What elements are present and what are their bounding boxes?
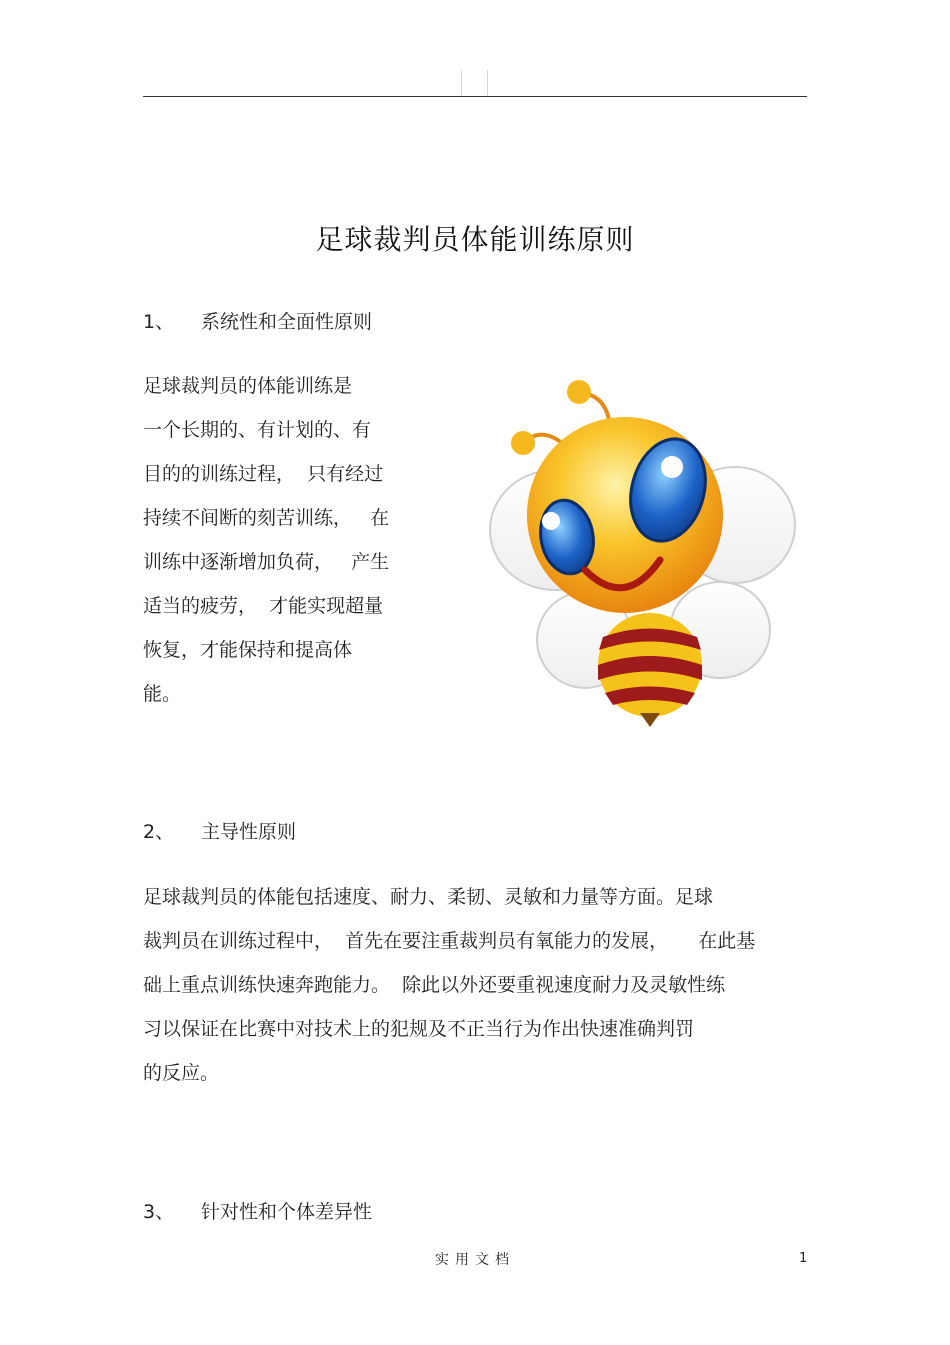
paragraph-line: 训练中逐渐增加负荷， 产生 (143, 551, 390, 573)
paragraph-line: 足球裁判员的体能包括速度、耐力、柔韧、灵敏和力量等方面。足球 (143, 886, 714, 908)
page-number: 1 (799, 1251, 808, 1266)
section-1-paragraph (143, 364, 389, 716)
paragraph-line: 习以保证在比赛中对技术上的犯规及不正当行为作出快速准确判罚 (143, 1018, 695, 1040)
footer-label: 实用文档 (435, 1252, 515, 1268)
document-title: 足球裁判员体能训练原则 (315, 223, 635, 256)
paragraph-line: 持续不间断的刻苦训练， 在 (143, 507, 390, 529)
section-title: 系统性和全面性原则 (201, 311, 373, 333)
paragraph-line: 足球裁判员的体能训练是 (143, 375, 353, 397)
section-title: 主导性原则 (201, 821, 297, 843)
bee-body (598, 613, 702, 727)
section-2-paragraph (143, 875, 755, 1095)
section-number: 1、 (143, 311, 175, 333)
bee-illustration (485, 375, 800, 735)
header-mark (461, 70, 462, 96)
header-rule (143, 96, 807, 97)
paragraph-line: 适当的疲劳， 才能实现超量 (143, 595, 384, 617)
paragraph-line: 裁判员在训练过程中， 首先在要注重裁判员有氧能力的发展， 在此基 (143, 930, 756, 952)
paragraph-line: 能。 (143, 683, 182, 705)
section-heading-3 (143, 1197, 372, 1224)
section-number: 3、 (143, 1201, 175, 1223)
paragraph-line: 恢复，才能保持和提高体 (143, 639, 353, 661)
paragraph-line: 目的的训练过程， 只有经过 (143, 463, 384, 485)
section-title: 针对性和个体差异性 (201, 1201, 373, 1223)
header-mark (487, 70, 488, 96)
paragraph-line: 的反应。 (143, 1062, 220, 1084)
paragraph-line: 础上重点训练快速奔跑能力。 除此以外还要重视速度耐力及灵敏性练 (143, 974, 726, 996)
section-heading-1 (143, 307, 372, 334)
paragraph-line: 一个长期的、有计划的、有 (143, 419, 372, 441)
section-number: 2、 (143, 821, 175, 843)
section-heading-2 (143, 817, 296, 844)
